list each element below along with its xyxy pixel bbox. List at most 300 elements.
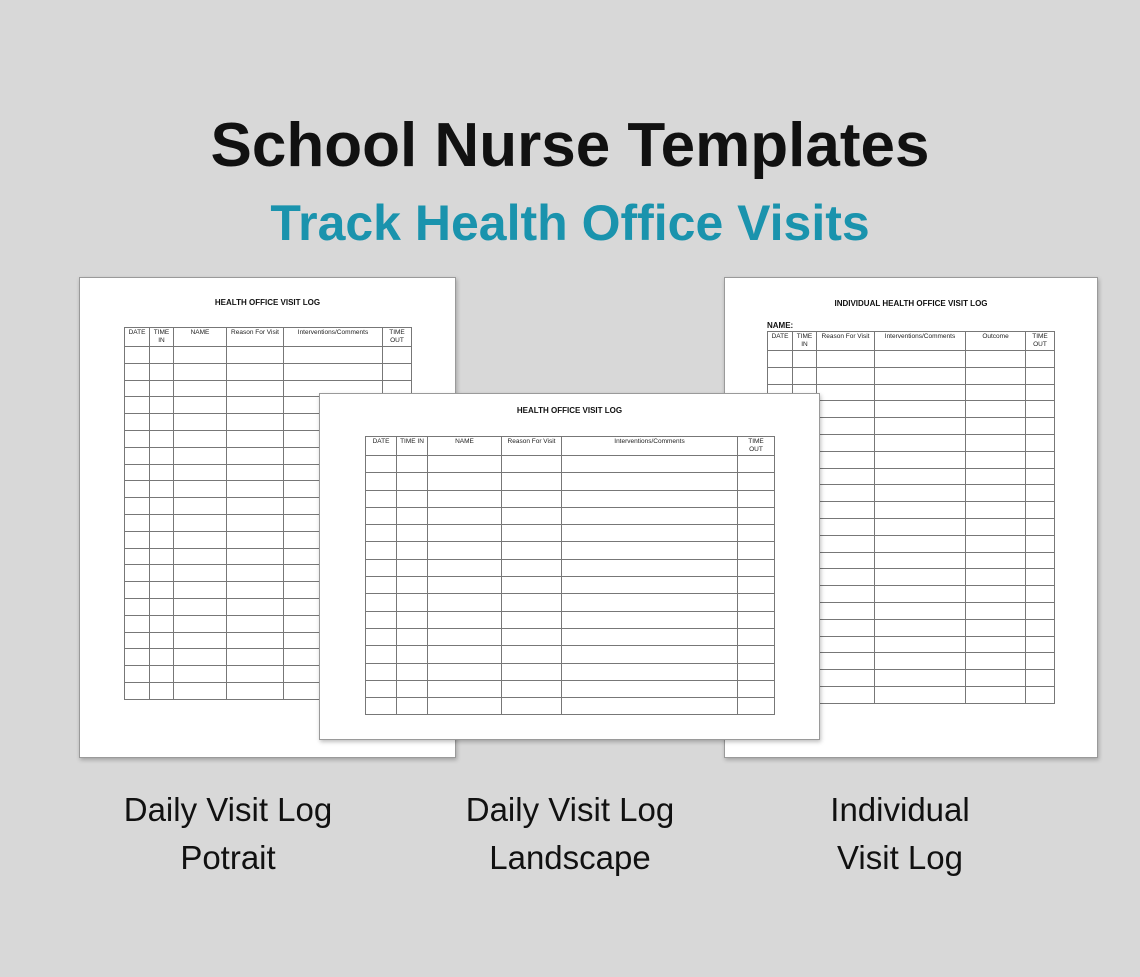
table-cell	[174, 481, 227, 498]
table-cell	[366, 525, 397, 542]
table-cell	[1026, 518, 1055, 535]
table-cell	[383, 363, 412, 380]
table-cell	[428, 698, 502, 715]
table-row	[366, 542, 775, 559]
table-cell	[284, 363, 383, 380]
caption-line: Individual	[830, 791, 970, 828]
table-cell	[150, 531, 174, 548]
table-cell	[738, 490, 775, 507]
table-cell	[174, 380, 227, 397]
table-cell	[125, 548, 150, 565]
table-cell	[227, 548, 284, 565]
table-cell	[966, 367, 1026, 384]
table-cell	[1026, 586, 1055, 603]
table-cell	[966, 686, 1026, 703]
table-cell	[366, 698, 397, 715]
table-cell	[562, 490, 738, 507]
caption-line: Landscape	[489, 839, 651, 876]
table-cell	[125, 380, 150, 397]
table-cell	[768, 351, 793, 368]
table-cell	[738, 577, 775, 594]
table-cell	[150, 447, 174, 464]
table-cell	[817, 434, 875, 451]
caption-line: Daily Visit Log	[123, 791, 333, 828]
table-cell	[1026, 401, 1055, 418]
table-cell	[366, 559, 397, 576]
table-cell	[738, 698, 775, 715]
table-cell	[150, 347, 174, 364]
table-cell	[966, 384, 1026, 401]
table-cell	[768, 367, 793, 384]
table-row	[366, 577, 775, 594]
table-cell	[966, 485, 1026, 502]
caption-line: Potrait	[180, 839, 276, 876]
table-cell	[738, 456, 775, 473]
table-cell	[1026, 670, 1055, 687]
table-cell	[366, 594, 397, 611]
table-cell	[817, 367, 875, 384]
table-cell	[227, 430, 284, 447]
table-cell	[227, 397, 284, 414]
table-cell	[366, 473, 397, 490]
table-cell	[174, 514, 227, 531]
table-cell	[397, 680, 428, 697]
table-cell	[397, 559, 428, 576]
table-cell	[1026, 502, 1055, 519]
table-cell	[875, 586, 966, 603]
table-cell	[227, 380, 284, 397]
caption-portrait	[68, 786, 388, 882]
table-cell	[150, 565, 174, 582]
column-header: NAME	[174, 328, 227, 347]
table-cell	[875, 569, 966, 586]
table-cell	[966, 418, 1026, 435]
table-cell	[875, 653, 966, 670]
table-cell	[174, 363, 227, 380]
page-subtitle: Track Health Office Visits	[270, 195, 870, 251]
column-header: NAME	[428, 437, 502, 456]
column-header: TIME OUT	[1026, 332, 1055, 351]
table-row	[366, 525, 775, 542]
table-cell	[562, 507, 738, 524]
table-cell	[817, 485, 875, 502]
table-cell	[875, 602, 966, 619]
table-cell	[366, 577, 397, 594]
table-cell	[966, 569, 1026, 586]
table-cell	[966, 670, 1026, 687]
table-row	[366, 456, 775, 473]
table-cell	[150, 548, 174, 565]
table-cell	[428, 611, 502, 628]
table-cell	[366, 611, 397, 628]
table-cell	[397, 490, 428, 507]
table-cell	[174, 347, 227, 364]
table-cell	[966, 653, 1026, 670]
table-cell	[1026, 384, 1055, 401]
column-header: TIME IN	[397, 437, 428, 456]
table-cell	[738, 594, 775, 611]
table-cell	[738, 525, 775, 542]
landscape-log-table	[365, 436, 775, 715]
table-cell	[227, 347, 284, 364]
table-cell	[502, 663, 562, 680]
table-cell	[817, 619, 875, 636]
table-row	[125, 363, 412, 380]
table-cell	[966, 502, 1026, 519]
table-cell	[502, 525, 562, 542]
caption-line: Daily Visit Log	[465, 791, 675, 828]
table-cell	[227, 464, 284, 481]
table-cell	[562, 594, 738, 611]
table-cell	[397, 577, 428, 594]
table-cell	[502, 542, 562, 559]
table-cell	[174, 430, 227, 447]
table-cell	[397, 611, 428, 628]
table-row	[366, 628, 775, 645]
table-cell	[227, 414, 284, 431]
table-cell	[793, 367, 817, 384]
table-cell	[793, 351, 817, 368]
table-cell	[227, 615, 284, 632]
table-cell	[966, 619, 1026, 636]
table-cell	[738, 473, 775, 490]
table-cell	[397, 456, 428, 473]
table-cell	[227, 481, 284, 498]
table-cell	[817, 502, 875, 519]
table-cell	[150, 498, 174, 515]
table-cell	[125, 464, 150, 481]
caption-landscape	[410, 786, 730, 882]
table-cell	[150, 363, 174, 380]
table-cell	[227, 682, 284, 699]
table-cell	[125, 632, 150, 649]
table-cell	[227, 531, 284, 548]
table-cell	[966, 351, 1026, 368]
table-cell	[174, 666, 227, 683]
table-cell	[875, 468, 966, 485]
table-cell	[428, 525, 502, 542]
table-cell	[562, 646, 738, 663]
table-cell	[875, 670, 966, 687]
table-cell	[150, 481, 174, 498]
table-cell	[817, 384, 875, 401]
table-cell	[1026, 468, 1055, 485]
table-cell	[562, 680, 738, 697]
table-cell	[875, 434, 966, 451]
column-header: Interventions/Comments	[284, 328, 383, 347]
table-cell	[428, 628, 502, 645]
table-cell	[817, 468, 875, 485]
table-row	[125, 347, 412, 364]
table-cell	[174, 531, 227, 548]
table-cell	[284, 347, 383, 364]
table-cell	[125, 615, 150, 632]
table-row	[366, 663, 775, 680]
table-cell	[125, 414, 150, 431]
table-cell	[502, 646, 562, 663]
table-cell	[125, 514, 150, 531]
table-cell	[174, 447, 227, 464]
table-cell	[366, 680, 397, 697]
table-cell	[383, 347, 412, 364]
table-cell	[562, 473, 738, 490]
table-cell	[817, 451, 875, 468]
table-cell	[397, 698, 428, 715]
table-cell	[174, 632, 227, 649]
table-row	[366, 698, 775, 715]
table-row	[366, 680, 775, 697]
table-cell	[150, 430, 174, 447]
table-cell	[174, 598, 227, 615]
table-cell	[1026, 418, 1055, 435]
table-cell	[227, 447, 284, 464]
table-cell	[125, 682, 150, 699]
table-cell	[150, 598, 174, 615]
table-row	[366, 507, 775, 524]
table-cell	[502, 473, 562, 490]
table-row	[366, 594, 775, 611]
landscape-sheet-title: HEALTH OFFICE VISIT LOG	[516, 406, 623, 415]
table-cell	[875, 619, 966, 636]
table-cell	[738, 680, 775, 697]
table-cell	[966, 586, 1026, 603]
table-cell	[227, 666, 284, 683]
table-cell	[428, 490, 502, 507]
table-cell	[562, 525, 738, 542]
table-cell	[966, 468, 1026, 485]
table-cell	[817, 586, 875, 603]
table-cell	[227, 498, 284, 515]
table-cell	[150, 397, 174, 414]
table-cell	[428, 559, 502, 576]
table-cell	[502, 559, 562, 576]
table-row	[366, 646, 775, 663]
table-cell	[738, 559, 775, 576]
table-cell	[174, 565, 227, 582]
table-cell	[562, 456, 738, 473]
table-cell	[174, 498, 227, 515]
table-cell	[1026, 367, 1055, 384]
table-cell	[502, 698, 562, 715]
table-cell	[875, 636, 966, 653]
table-cell	[738, 628, 775, 645]
table-cell	[502, 680, 562, 697]
table-cell	[817, 686, 875, 703]
table-cell	[1026, 653, 1055, 670]
table-cell	[502, 611, 562, 628]
table-row	[366, 490, 775, 507]
table-cell	[397, 473, 428, 490]
table-cell	[502, 507, 562, 524]
table-cell	[150, 414, 174, 431]
table-cell	[562, 698, 738, 715]
table-cell	[817, 518, 875, 535]
table-cell	[125, 447, 150, 464]
table-cell	[1026, 619, 1055, 636]
table-cell	[366, 542, 397, 559]
table-row	[768, 367, 1055, 384]
table-cell	[428, 663, 502, 680]
table-cell	[1026, 686, 1055, 703]
table-cell	[1026, 351, 1055, 368]
caption-individual	[740, 786, 1060, 882]
table-cell	[150, 514, 174, 531]
table-cell	[1026, 602, 1055, 619]
table-cell	[174, 649, 227, 666]
table-cell	[227, 632, 284, 649]
table-cell	[817, 670, 875, 687]
table-cell	[150, 582, 174, 599]
column-header: Interventions/Comments	[875, 332, 966, 351]
table-cell	[502, 577, 562, 594]
table-cell	[174, 414, 227, 431]
table-cell	[562, 542, 738, 559]
table-cell	[502, 628, 562, 645]
table-cell	[227, 363, 284, 380]
table-cell	[174, 582, 227, 599]
table-cell	[227, 582, 284, 599]
table-cell	[227, 514, 284, 531]
table-cell	[428, 646, 502, 663]
column-header: Reason For Visit	[817, 332, 875, 351]
table-cell	[738, 663, 775, 680]
table-cell	[875, 418, 966, 435]
column-header: TIME OUT	[738, 437, 775, 456]
column-header: TIME IN	[150, 328, 174, 347]
table-cell	[875, 367, 966, 384]
table-cell	[397, 525, 428, 542]
table-cell	[150, 649, 174, 666]
portrait-sheet-title: HEALTH OFFICE VISIT LOG	[214, 298, 321, 307]
name-label: NAME:	[767, 321, 794, 330]
table-cell	[125, 430, 150, 447]
table-cell	[966, 434, 1026, 451]
table-cell	[125, 481, 150, 498]
table-cell	[966, 636, 1026, 653]
table-cell	[875, 552, 966, 569]
table-row	[366, 611, 775, 628]
table-cell	[125, 565, 150, 582]
table-cell	[875, 384, 966, 401]
table-cell	[428, 542, 502, 559]
individual-sheet-title: INDIVIDUAL HEALTH OFFICE VISIT LOG	[834, 299, 988, 308]
table-cell	[817, 653, 875, 670]
table-cell	[966, 451, 1026, 468]
table-cell	[428, 473, 502, 490]
table-cell	[1026, 569, 1055, 586]
table-cell	[817, 636, 875, 653]
table-cell	[875, 686, 966, 703]
table-cell	[817, 351, 875, 368]
table-cell	[150, 464, 174, 481]
column-header: DATE	[366, 437, 397, 456]
table-cell	[397, 542, 428, 559]
table-cell	[428, 680, 502, 697]
table-cell	[875, 451, 966, 468]
table-row	[768, 351, 1055, 368]
landscape-log-sheet	[319, 393, 820, 740]
table-cell	[502, 594, 562, 611]
table-cell	[150, 666, 174, 683]
table-cell	[562, 663, 738, 680]
table-cell	[502, 490, 562, 507]
table-cell	[227, 598, 284, 615]
table-cell	[150, 682, 174, 699]
table-cell	[562, 559, 738, 576]
table-cell	[738, 611, 775, 628]
table-cell	[875, 502, 966, 519]
table-cell	[817, 552, 875, 569]
table-cell	[1026, 535, 1055, 552]
table-cell	[1026, 451, 1055, 468]
table-cell	[397, 663, 428, 680]
table-cell	[397, 594, 428, 611]
table-cell	[875, 351, 966, 368]
table-cell	[150, 615, 174, 632]
table-cell	[174, 615, 227, 632]
table-cell	[817, 569, 875, 586]
column-header: Reason For Visit	[227, 328, 284, 347]
table-cell	[738, 507, 775, 524]
table-cell	[966, 518, 1026, 535]
table-cell	[125, 598, 150, 615]
table-cell	[366, 507, 397, 524]
caption-line: Visit Log	[837, 839, 963, 876]
table-cell	[875, 401, 966, 418]
table-cell	[966, 535, 1026, 552]
table-cell	[397, 628, 428, 645]
column-header: DATE	[125, 328, 150, 347]
table-cell	[174, 548, 227, 565]
table-cell	[174, 464, 227, 481]
table-cell	[397, 646, 428, 663]
table-cell	[150, 632, 174, 649]
table-cell	[428, 456, 502, 473]
table-cell	[125, 531, 150, 548]
table-cell	[966, 401, 1026, 418]
page-title: School Nurse Templates	[210, 111, 930, 180]
table-cell	[502, 456, 562, 473]
table-cell	[366, 490, 397, 507]
table-cell	[174, 397, 227, 414]
table-cell	[125, 582, 150, 599]
table-cell	[1026, 552, 1055, 569]
table-cell	[817, 401, 875, 418]
table-cell	[562, 611, 738, 628]
table-cell	[1026, 485, 1055, 502]
table-cell	[227, 649, 284, 666]
table-row	[366, 473, 775, 490]
table-cell	[817, 602, 875, 619]
column-header: DATE	[768, 332, 793, 351]
column-header: TIME IN	[793, 332, 817, 351]
table-cell	[1026, 636, 1055, 653]
column-header: TIME OUT	[383, 328, 412, 347]
table-cell	[562, 577, 738, 594]
table-cell	[562, 628, 738, 645]
table-cell	[125, 347, 150, 364]
table-cell	[875, 518, 966, 535]
table-cell	[875, 535, 966, 552]
table-cell	[428, 507, 502, 524]
table-cell	[125, 397, 150, 414]
table-cell	[125, 498, 150, 515]
table-cell	[738, 542, 775, 559]
table-row	[366, 559, 775, 576]
table-cell	[1026, 434, 1055, 451]
table-cell	[428, 577, 502, 594]
table-cell	[966, 552, 1026, 569]
